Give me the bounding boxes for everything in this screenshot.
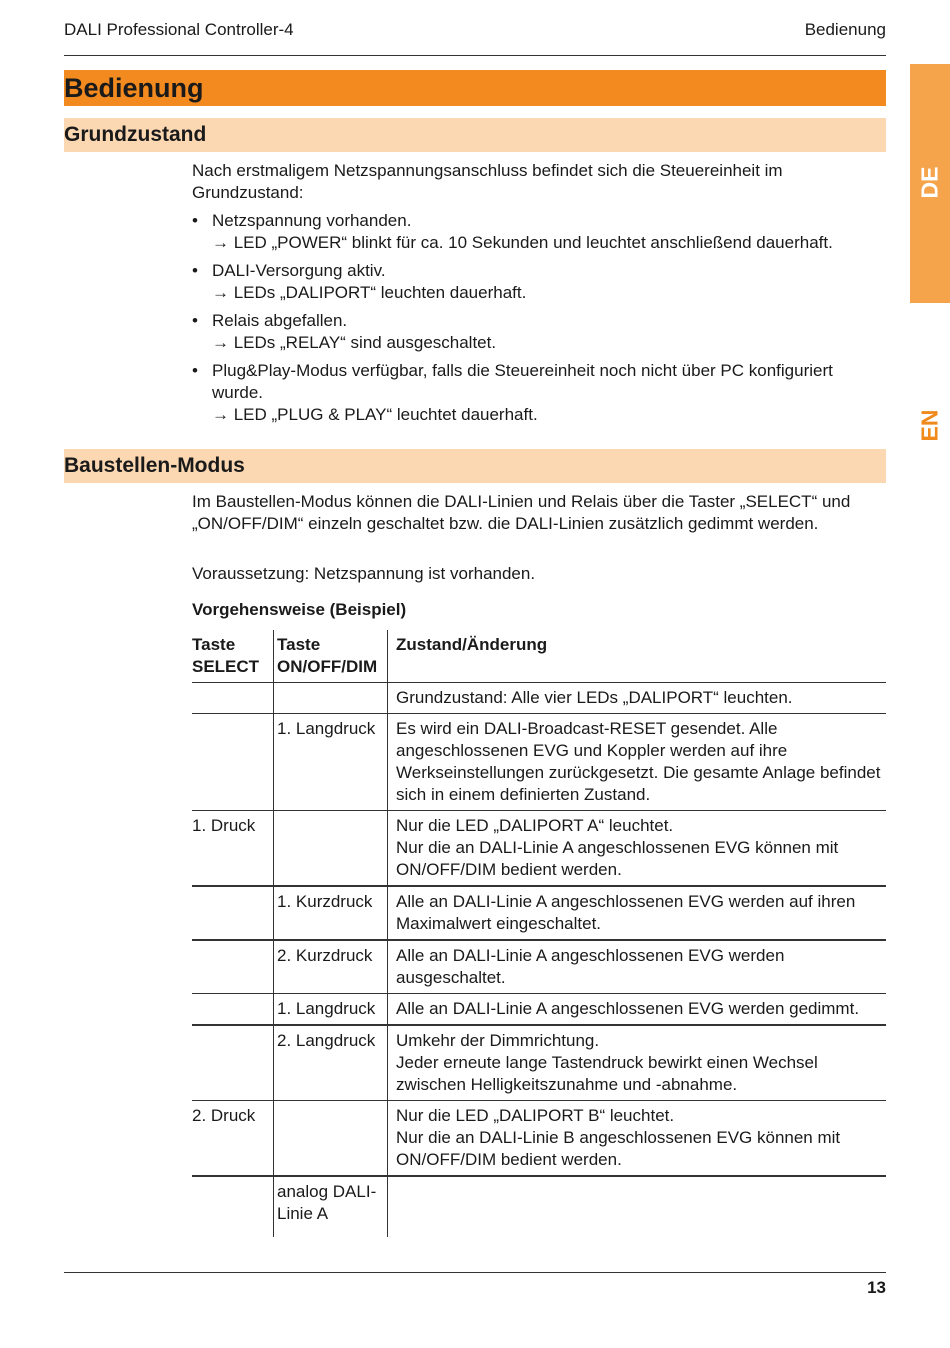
header-rule [64,55,886,56]
list-item-result: → LED „PLUG & PLAY“ leuchtet dauerhaft. [212,405,538,424]
cell-select: 2. Druck [192,1101,274,1177]
table-row [192,1101,886,1177]
page-title: Bedienung [64,70,886,106]
page-number: 13 [867,1278,886,1297]
table-row [192,940,886,994]
language-tab-de[interactable] [910,64,950,303]
cell-onoff: 1. Kurzdruck [274,886,388,940]
cell-state: Nur die LED „DALIPORT B“ leuchtet. Nur die an DALI-Linie B angeschlossenen EVG können mit ON/OFF/DIM bedient werden. [388,1101,887,1177]
list-item-text: Netzspannung vorhanden. [212,211,412,230]
procedure-heading: Vorgehensweise (Beispiel) [192,600,407,619]
section-title-grundzustand: Grundzustand [64,118,886,152]
header-state: Zustand/Änderung [388,630,887,683]
baustellen-requirement: Voraussetzung: Netzspannung ist vorhanden. [192,564,536,583]
cell-select [192,683,274,714]
language-tab-en-label[interactable]: EN [916,409,943,442]
cell-state: Umkehr der Dimmrichtung. Jeder erneute lange Tastendruck bewirkt einen Wechsel zwischen Helligkeitszunahme und -abnahme. [388,1025,887,1101]
bullet-icon: • [192,211,198,230]
section-title-baustellen-modus: Baustellen-Modus [64,449,886,483]
cell-onoff: 2. Langdruck [274,1025,388,1101]
cell-select [192,940,274,994]
cell-state: Alle an DALI-Linie A angeschlossenen EVG werden gedimmt. [388,994,887,1026]
cell-state: Alle an DALI-Linie A angeschlossenen EVG werden ausgeschaltet. [388,940,887,994]
cell-state: Grundzustand: Alle vier LEDs „DALIPORT“ leuchten. [388,683,887,714]
cell-onoff [274,1101,388,1177]
list-item [192,260,886,304]
table-row [192,1025,886,1101]
cell-select [192,886,274,940]
list-item-result: → LED „POWER“ blinkt für ca. 10 Sekunden und leuchtet anschließend dauerhaft. [212,233,833,252]
header-select: Taste SELECT [192,630,274,683]
table-row [192,811,886,887]
grundzustand-list [192,210,886,432]
table-row [192,683,886,714]
cell-state: Alle an DALI-Linie A angeschlossenen EVG werden auf ihren Maximalwert eingeschaltet. [388,886,887,940]
grundzustand-intro: Nach erstmaligem Netzspannungsanschluss befindet sich die Steuereinheit im Grundzustand: [192,161,783,202]
table-row [192,1176,886,1237]
cell-onoff: analog DALI-Linie A [274,1176,388,1237]
cell-select [192,1025,274,1101]
running-header-section: Bedienung [804,20,886,39]
table-row [192,886,886,940]
list-item-text: DALI-Versorgung aktiv. [212,261,386,280]
table-row [192,714,886,811]
list-item [192,310,886,354]
list-item-text: Relais abgefallen. [212,311,348,330]
cell-onoff [274,683,388,714]
running-header-title: DALI Professional Controller-4 [64,20,294,39]
header-onoffdim: Taste ON/OFF/DIM [274,630,388,683]
list-item-result: → LEDs „DALIPORT“ leuchten dauerhaft. [212,283,527,302]
table-header-row [192,630,886,683]
cell-select: 1. Druck [192,811,274,887]
cell-state: Es wird ein DALI-Broadcast-RESET gesendet. Alle angeschlossenen EVG und Koppler werden auf ihre Werkseinstellungen zurückgesetzt. Die gesamte Anlage befindet sich in einem definierten Zustand. [388,714,887,811]
bullet-icon: • [192,361,198,380]
cell-select [192,1176,274,1237]
baustellen-intro: Im Baustellen-Modus können die DALI-Linien und Relais über die Taster „SELECT“ und „ON/OFF/DIM“ einzeln geschaltet bzw. die DALI-Linien zusätzlich gedimmt werden. [192,492,851,533]
bullet-icon: • [192,311,198,330]
cell-state: Nur die LED „DALIPORT A“ leuchtet. Nur die an DALI-Linie A angeschlossenen EVG können mit ON/OFF/DIM bedient werden. [388,811,887,887]
list-item [192,360,886,426]
cell-state [388,1176,887,1237]
list-item-result: → LEDs „RELAY“ sind ausgeschaltet. [212,333,497,352]
cell-onoff: 1. Langdruck [274,994,388,1026]
cell-onoff [274,811,388,887]
procedure-table [192,630,886,1237]
cell-onoff: 1. Langdruck [274,714,388,811]
list-item [192,210,886,254]
list-item-text: Plug&Play-Modus verfügbar, falls die Steuereinheit noch nicht über PC konfiguriert wurde. [212,361,833,402]
table-row [192,994,886,1026]
cell-select [192,994,274,1026]
footer-rule [64,1272,886,1273]
language-tab-de-label: DE [916,166,943,199]
bullet-icon: • [192,261,198,280]
cell-select [192,714,274,811]
cell-onoff: 2. Kurzdruck [274,940,388,994]
